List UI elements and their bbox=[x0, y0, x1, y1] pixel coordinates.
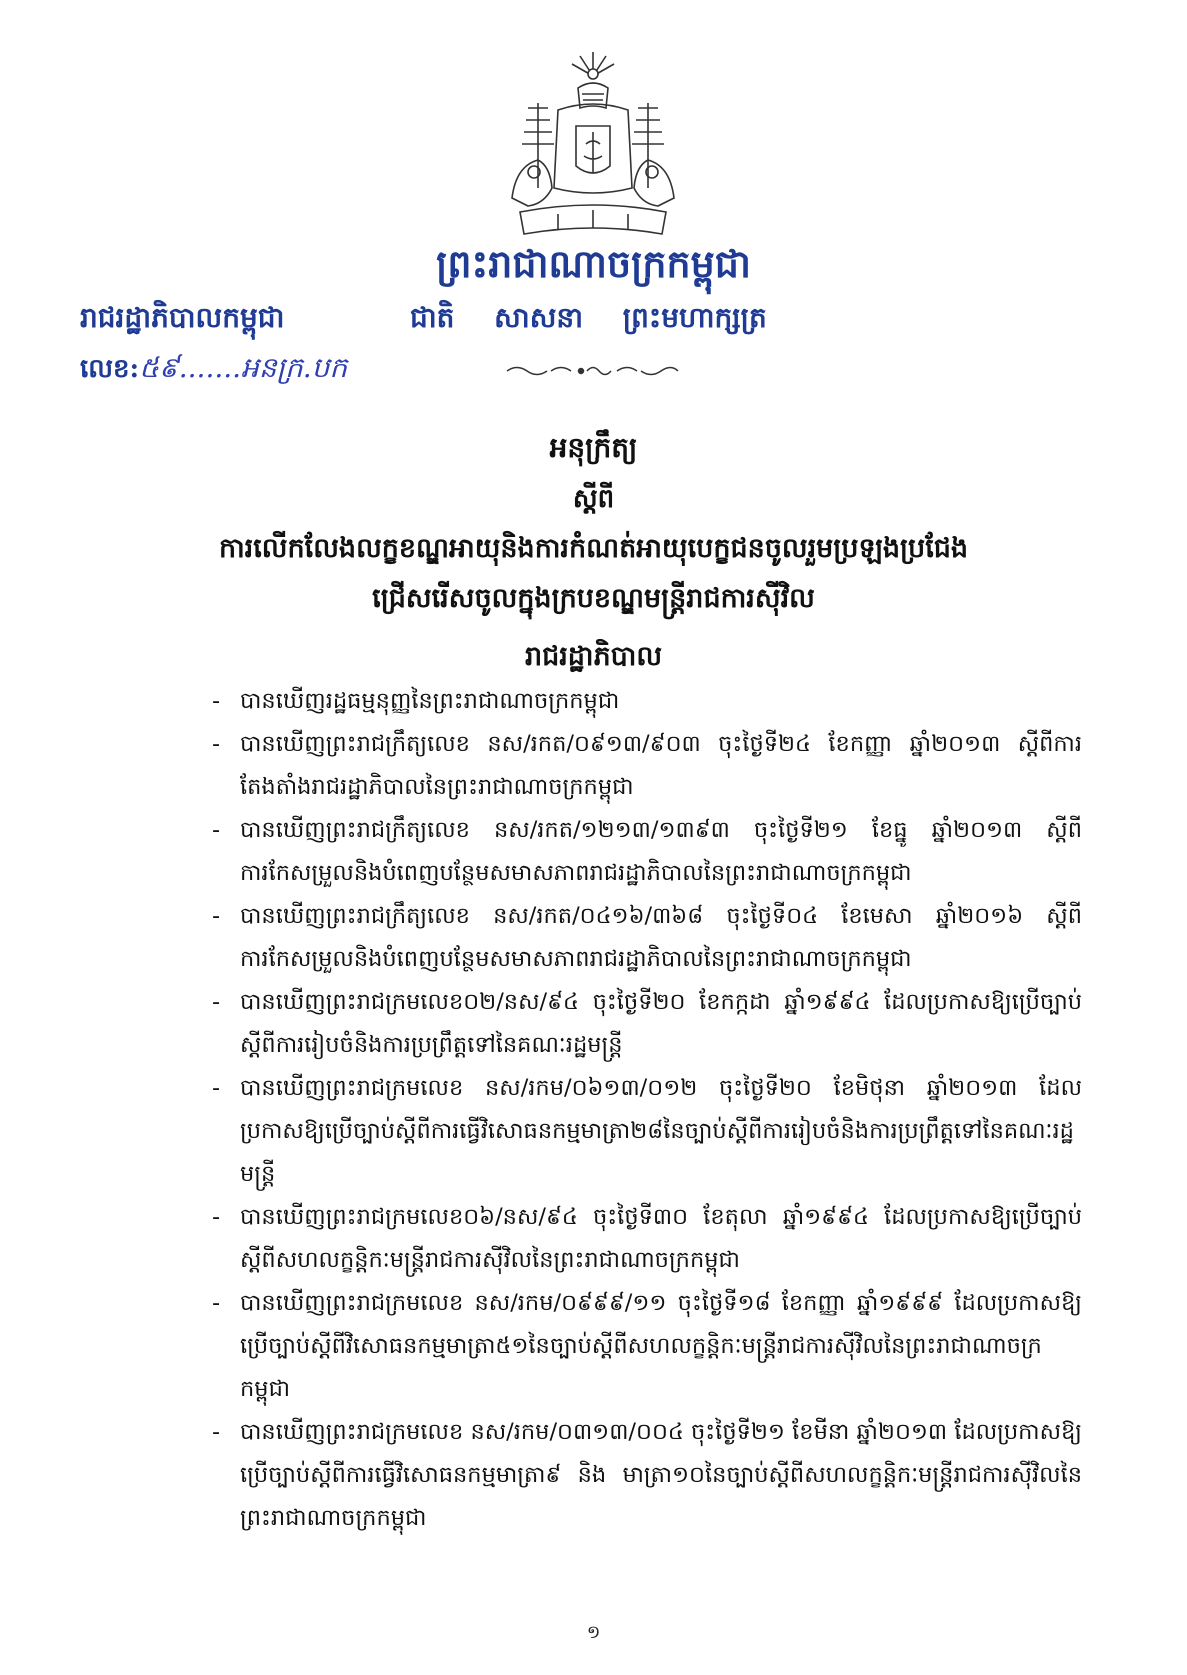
clause-text: បានឃើញព្រះរាជក្រឹត្យលេខ នស/រកត/១២១៣/១៣៩៣ ចុះថ្ងៃទី២១ ខែធ្នូ ឆ្នាំ២០១៣ ស្តីពីការកែសម្រួលនិងបំពេញបន្ថែមសមាសភាពរាជរដ្ឋាភិបាលនៃព្រះរាជាណាចក្រកម្ពុជា bbox=[240, 817, 1082, 886]
government-label: រាជរដ្ឋាភិបាលកម្ពុជា bbox=[80, 301, 285, 334]
clause-text: បានឃើញព្រះរាជក្រឹត្យលេខ នស/រកត/០៤១៦/៣៦៨ ចុះថ្ងៃទី០៤ ខែមេសា ឆ្នាំ២០១៦ ស្តីពីការកែសម្រួលនិងបំពេញបន្ថែមសមាសភាពរាជរដ្ឋាភិបាលនៃព្រះរាជាណាចក្រកម្ពុជា bbox=[240, 903, 1082, 972]
list-item: - បានឃើញព្រះរាជក្រឹត្យលេខ នស/រកត/០៩១៣/៩០៣ ចុះថ្ងៃទី២៤ ខែកញ្ញា ឆ្នាំ២០១៣ ស្តីពីការតែងតាំងរាជរដ្ឋាភិបាលនៃព្រះរាជាណាចក្រកម្ពុជា bbox=[212, 731, 1082, 800]
about-label: ស្តីពី bbox=[572, 484, 615, 514]
kingdom-title: ព្រះរាជាណាចក្រកម្ពុជា bbox=[436, 241, 751, 286]
national-motto: ជាតិ សាសនា ព្រះមហាក្សត្រ bbox=[410, 301, 767, 334]
list-item: - បានឃើញព្រះរាជក្រឹត្យលេខ នស/រកត/០៤១៦/៣៦៨ ចុះថ្ងៃទី០៤ ខែមេសា ឆ្នាំ២០១៦ ស្តីពីការកែសម្រួលនិងបំពេញបន្ថែមសមាសភាពរាជរដ្ឋាភិបាលនៃព្រះរាជាណាចក្រកម្ពុជា bbox=[212, 903, 1082, 972]
subject-line-2: ជ្រើសរើសចូលក្នុងក្របខណ្ឌមន្ត្រីរាជការស៊ីវិល bbox=[372, 583, 815, 614]
clause-text: បានឃើញរដ្ឋធម្មនុញ្ញនៃព្រះរាជាណាចក្រកម្ពុជា bbox=[240, 688, 620, 714]
legal-basis-list bbox=[212, 680, 1082, 1540]
page-number: ១ bbox=[586, 1622, 601, 1643]
list-item: - បានឃើញព្រះរាជក្រឹត្យលេខ នស/រកត/១២១៣/១៣៩៣ ចុះថ្ងៃទី២១ ខែធ្នូ ឆ្នាំ២០១៣ ស្តីពីការកែសម្រួលនិងបំពេញបន្ថែមសមាសភាពរាជរដ្ឋាភិបាលនៃព្រះរាជាណាចក្រកម្ពុជា bbox=[212, 817, 1082, 886]
royal-coat-of-arms-icon bbox=[498, 48, 688, 238]
list-item: - បានឃើញព្រះរាជក្រមលេខ នស/រកម/០៦១៣/០១២ ចុះថ្ងៃទី២០ ខែមិថុនា ឆ្នាំ២០១៣ ដែលប្រកាសឱ្យប្រើច្បាប់ស្តីពីការធ្វើវិសោធនកម្មមាត្រា២៨នៃច្បាប់ស្តីពីការរៀបចំនិងការប្រព្រឹត្តទៅនៃគណៈរដ្ឋមន្ត្រី bbox=[212, 1075, 1082, 1187]
subject-line-1: ការលើកលែងលក្ខខណ្ឌអាយុនិងការកំណត់អាយុបេក្ខជនចូលរួមប្រឡងប្រជែង bbox=[218, 533, 969, 564]
issuer-heading: រាជរដ្ឋាភិបាល bbox=[524, 641, 663, 672]
reference-number bbox=[80, 350, 347, 391]
list-item: - បានឃើញរដ្ឋធម្មនុញ្ញនៃព្រះរាជាណាចក្រកម្ពុជា bbox=[212, 688, 620, 714]
clause-text: បានឃើញព្រះរាជក្រមលេខ នស/រកម/០៣១៣/០០៤ ចុះថ្ងៃទី២១ ខែមីនា ឆ្នាំ២០១៣ ដែលប្រកាសឱ្យប្រើច្បាប់ស្តីពីការធ្វើវិសោធនកម្មមាត្រា៩ និង មាត្រា១០នៃច្បាប់ស្តីពីសហលក្ខន្តិកៈមន្ត្រីរាជការស៊ីវិលនៃព្រះរាជាណាចក្រកម្ពុជា bbox=[240, 1419, 1082, 1531]
list-item: - បានឃើញព្រះរាជក្រមលេខ០៦/នស/៩៤ ចុះថ្ងៃទី៣០ ខែតុលា ឆ្នាំ១៩៩៤ ដែលប្រកាសឱ្យប្រើច្បាប់ស្តីពីសហលក្ខន្តិកៈមន្ត្រីរាជការស៊ីវិលនៃព្រះរាជាណាចក្រកម្ពុជា bbox=[212, 1204, 1082, 1273]
document-type: អនុក្រឹត្យ bbox=[549, 431, 638, 464]
clause-text: បានឃើញព្រះរាជក្រឹត្យលេខ នស/រកត/០៩១៣/៩០៣ ចុះថ្ងៃទី២៤ ខែកញ្ញា ឆ្នាំ២០១៣ ស្តីពីការតែងតាំងរាជរដ្ឋាភិបាលនៃព្រះរាជាណាចក្រកម្ពុជា bbox=[240, 731, 1082, 800]
list-item: - បានឃើញព្រះរាជក្រមលេខ០២/នស/៩៤ ចុះថ្ងៃទី២០ ខែកក្កដា ឆ្នាំ១៩៩៤ ដែលប្រកាសឱ្យប្រើច្បាប់ស្តីពីការរៀបចំនិងការប្រព្រឹត្តទៅនៃគណៈរដ្ឋមន្ត្រី bbox=[212, 989, 1082, 1058]
reference-label: លេខ: bbox=[80, 354, 140, 384]
handwritten-reference: ៥៩.......អនក្រ.បក bbox=[139, 351, 348, 384]
clause-text: បានឃើញព្រះរាជក្រមលេខ០២/នស/៩៤ ចុះថ្ងៃទី២០ ខែកក្កដា ឆ្នាំ១៩៩៤ ដែលប្រកាសឱ្យប្រើច្បាប់ស្តីពីការរៀបចំនិងការប្រព្រឹត្តទៅនៃគណៈរដ្ឋមន្ត្រី bbox=[240, 989, 1082, 1058]
list-item: - បានឃើញព្រះរាជក្រមលេខ នស/រកម/០៣១៣/០០៤ ចុះថ្ងៃទី២១ ខែមីនា ឆ្នាំ២០១៣ ដែលប្រកាសឱ្យប្រើច្បាប់ស្តីពីការធ្វើវិសោធនកម្មមាត្រា៩ និង មាត្រា១០នៃច្បាប់ស្តីពីសហលក្ខន្តិកៈមន្ត្រីរាជការស៊ីវិលនៃព្រះរាជាណាចក្រកម្ពុជា bbox=[212, 1419, 1082, 1531]
clause-text: បានឃើញព្រះរាជក្រមលេខ នស/រកម/០៦១៣/០១២ ចុះថ្ងៃទី២០ ខែមិថុនា ឆ្នាំ២០១៣ ដែលប្រកាសឱ្យប្រើច្បាប់ស្តីពីការធ្វើវិសោធនកម្មមាត្រា២៨នៃច្បាប់ស្តីពីការរៀបចំនិងការប្រព្រឹត្តទៅនៃគណៈរដ្ឋមន្ត្រី bbox=[240, 1075, 1082, 1187]
clause-text: បានឃើញព្រះរាជក្រមលេខ០៦/នស/៩៤ ចុះថ្ងៃទី៣០ ខែតុលា ឆ្នាំ១៩៩៤ ដែលប្រកាសឱ្យប្រើច្បាប់ស្តីពីសហលក្ខន្តិកៈមន្ត្រីរាជការស៊ីវិលនៃព្រះរាជាណាចក្រកម្ពុជា bbox=[240, 1204, 1082, 1273]
clause-text: បានឃើញព្រះរាជក្រមលេខ នស/រកម/០៩៩៩/១១ ចុះថ្ងៃទី១៨ ខែកញ្ញា ឆ្នាំ១៩៩៩ ដែលប្រកាសឱ្យប្រើច្បាប់ស្តីពីវិសោធនកម្មមាត្រា៥១នៃច្បាប់ស្តីពីសហលក្ខន្តិកៈមន្ត្រីរាជការស៊ីវិលនៃព្រះរាជាណាចក្រកម្ពុជា bbox=[240, 1290, 1082, 1402]
list-item: - បានឃើញព្រះរាជក្រមលេខ នស/រកម/០៩៩៩/១១ ចុះថ្ងៃទី១៨ ខែកញ្ញា ឆ្នាំ១៩៩៩ ដែលប្រកាសឱ្យប្រើច្បាប់ស្តីពីវិសោធនកម្មមាត្រា៥១នៃច្បាប់ស្តីពីសហលក្ខន្តិកៈមន្ត្រីរាជការស៊ីវិលនៃព្រះរាជាណាចក្រកម្ពុជា bbox=[212, 1290, 1082, 1402]
ornamental-divider-icon bbox=[505, 362, 680, 380]
